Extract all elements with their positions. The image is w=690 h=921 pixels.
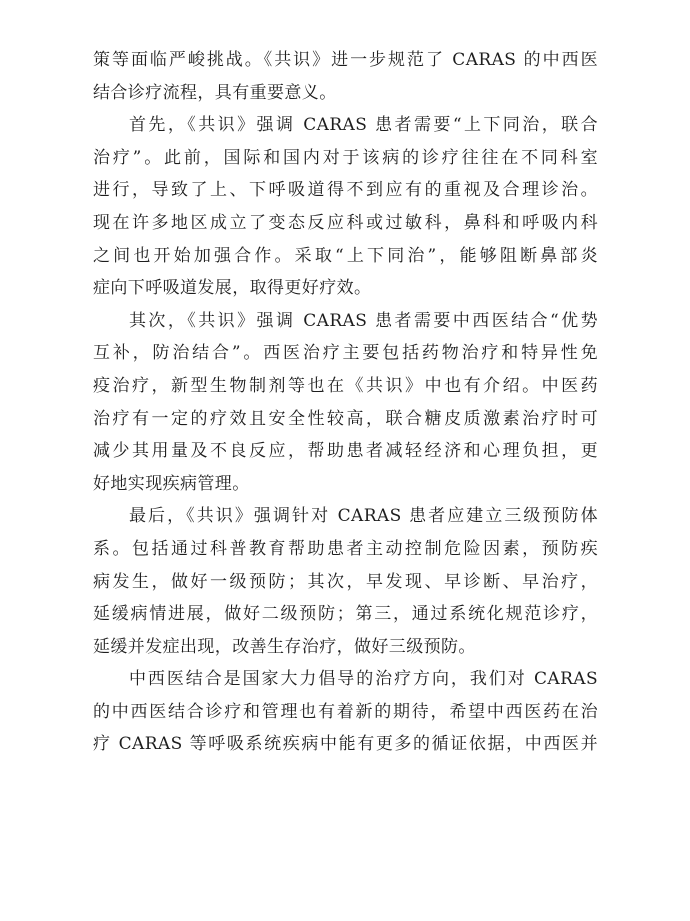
paragraph-2-line-4: 现在许多地区成立了变态反应科或过敏科，鼻科和呼吸内科 <box>93 212 598 233</box>
paragraph-5-line-3: 疗 CARAS 等呼吸系统疾病中能有更多的循证依据，中西医并 <box>93 734 598 755</box>
paragraph-1-line-2: 结合诊疗流程，具有重要意义。 <box>93 82 337 103</box>
article-body <box>93 44 598 761</box>
paragraph-4-line-5: 延缓并发症出现，改善生存治疗，做好三级预防。 <box>93 636 476 657</box>
paragraph-3-line-4: 治疗有一定的疗效且安全性较高，联合糖皮质激素治疗时可 <box>93 408 598 429</box>
paragraph-1-line-1: 策等面临严峻挑战。《共识》进一步规范了 CARAS 的中西医 <box>93 50 598 70</box>
paragraph-2-line-1: 首先，《共识》强调 CARAS 患者需要“上下同治，联合 <box>129 115 598 136</box>
paragraph-3-line-5: 减少其用量及不良反应，帮助患者减轻经济和心理负担，更 <box>93 441 598 462</box>
paragraph-3-line-3: 疫治疗，新型生物制剂等也在《共识》中也有介绍。中医药 <box>93 375 598 396</box>
paragraph-3-line-2: 互补，防治结合”。西医治疗主要包括药物治疗和特异性免 <box>93 343 598 364</box>
paragraph-2-line-3: 进行，导致了上、下呼吸道得不到应有的重视及合理诊治。 <box>93 180 598 201</box>
paragraph-3-line-1: 其次，《共识》强调 CARAS 患者需要中西医结合“优势 <box>129 310 598 331</box>
paragraph-2-line-5: 之间也开始加强合作。采取“上下同治”，能够阻断鼻部炎 <box>93 245 598 266</box>
paragraph-5-line-2: 的中西医结合诊疗和管理也有着新的期待，希望中西医药在治 <box>93 701 598 722</box>
paragraph-5-line-1: 中西医结合是国家大力倡导的治疗方向，我们对 CARAS <box>129 669 598 690</box>
paragraph-4-line-3: 病发生，做好一级预防；其次，早发现、早诊断、早治疗， <box>93 571 598 592</box>
paragraph-2-line-6: 症向下呼吸道发展，取得更好疗效。 <box>93 278 372 299</box>
paragraph-4-line-2: 系。包括通过科普教育帮助患者主动控制危险因素，预防疾 <box>93 538 598 559</box>
paragraph-4-line-1: 最后，《共识》强调针对 CARAS 患者应建立三级预防体 <box>129 506 598 527</box>
paragraph-3-line-6: 好地实现疾病管理。 <box>93 473 250 494</box>
paragraph-2-line-2: 治疗”。此前，国际和国内对于该病的诊疗往往在不同科室 <box>93 147 598 168</box>
paragraph-4-line-4: 延缓病情进展，做好二级预防；第三，通过系统化规范诊疗， <box>93 604 598 625</box>
